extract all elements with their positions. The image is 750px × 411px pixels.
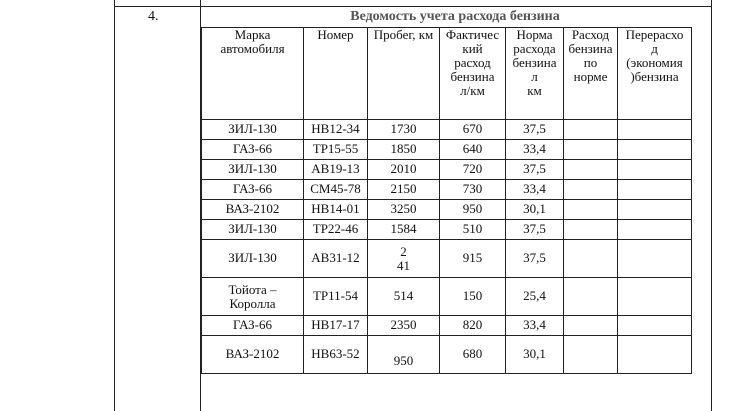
- cell-norm: 37,5: [506, 220, 564, 240]
- cell-brand: ЗИЛ-130: [202, 160, 304, 180]
- cell-actual: 915: [440, 240, 506, 278]
- cell-norm: 30,1: [506, 200, 564, 220]
- cell-plate: НВ17-17: [304, 316, 368, 336]
- cell-actual: 820: [440, 316, 506, 336]
- table-row: [202, 336, 692, 374]
- cell-by-norm: [564, 278, 618, 316]
- cell-norm: 37,5: [506, 240, 564, 278]
- cell-brand: Тойота – Королла: [202, 278, 304, 316]
- table-row: [202, 240, 692, 278]
- cell-plate: СМ45-78: [304, 180, 368, 200]
- item-number: 4.: [148, 9, 159, 24]
- fuel-log-table: [201, 27, 692, 374]
- cell-mileage: 2 41: [368, 240, 440, 278]
- cell-norm: 30,1: [506, 336, 564, 374]
- cell-actual: 720: [440, 160, 506, 180]
- cell-overrun: [618, 240, 692, 278]
- cell-overrun: [618, 140, 692, 160]
- frame-right-rule: [711, 0, 712, 411]
- header-row: [202, 28, 692, 120]
- cell-overrun: [618, 220, 692, 240]
- cell-plate: ТР11-54: [304, 278, 368, 316]
- cell-by-norm: [564, 140, 618, 160]
- table-row: [202, 316, 692, 336]
- cell-brand: ЗИЛ-130: [202, 220, 304, 240]
- cell-mileage: 3250: [368, 200, 440, 220]
- cell-plate: ТР15-55: [304, 140, 368, 160]
- table-row: [202, 278, 692, 316]
- col-norm-header: Норма расхода бензина л км: [506, 28, 564, 120]
- cell-brand: ВАЗ-2102: [202, 336, 304, 374]
- col-actual-header: Фактичес кий расход бензина л/км: [440, 28, 506, 120]
- cell-brand: ГАЗ-66: [202, 316, 304, 336]
- cell-mileage: 1850: [368, 140, 440, 160]
- cell-plate: ТР22-46: [304, 220, 368, 240]
- cell-norm: 33,4: [506, 180, 564, 200]
- col-by-norm-header: Расход бензина по норме: [564, 28, 618, 120]
- frame-top-rule: [114, 6, 712, 7]
- cell-overrun: [618, 316, 692, 336]
- cell-norm: 33,4: [506, 316, 564, 336]
- table-row: [202, 120, 692, 140]
- col-plate-header: Номер: [304, 28, 368, 120]
- cell-mileage: 2150: [368, 180, 440, 200]
- col-brand-header: Марка автомобиля: [202, 28, 304, 120]
- table-row: [202, 180, 692, 200]
- cell-mileage: 2350: [368, 316, 440, 336]
- cell-by-norm: [564, 120, 618, 140]
- cell-overrun: [618, 160, 692, 180]
- cell-norm: 37,5: [506, 160, 564, 180]
- cell-overrun: [618, 278, 692, 316]
- table-row: [202, 140, 692, 160]
- cell-by-norm: [564, 160, 618, 180]
- sheet-title: Ведомость учета расхода бензина: [350, 9, 560, 24]
- cell-actual: 680: [440, 336, 506, 374]
- cell-mileage: 514: [368, 278, 440, 316]
- cell-mileage: 950: [368, 336, 440, 374]
- cell-actual: 640: [440, 140, 506, 160]
- frame-left-rule: [114, 0, 115, 411]
- cell-norm: 33,4: [506, 140, 564, 160]
- cell-overrun: [618, 120, 692, 140]
- cell-norm: 37,5: [506, 120, 564, 140]
- table-row: [202, 220, 692, 240]
- cell-brand: ВАЗ-2102: [202, 200, 304, 220]
- cell-plate: АВ19-13: [304, 160, 368, 180]
- cell-mileage: 1584: [368, 220, 440, 240]
- cell-by-norm: [564, 200, 618, 220]
- cell-plate: АВ31-12: [304, 240, 368, 278]
- cell-actual: 730: [440, 180, 506, 200]
- cell-overrun: [618, 180, 692, 200]
- cell-actual: 150: [440, 278, 506, 316]
- cell-norm: 25,4: [506, 278, 564, 316]
- col-mileage-header: Пробег, км: [368, 28, 440, 120]
- cell-brand: ГАЗ-66: [202, 180, 304, 200]
- cell-by-norm: [564, 336, 618, 374]
- cell-by-norm: [564, 220, 618, 240]
- cell-actual: 510: [440, 220, 506, 240]
- table-row: [202, 200, 692, 220]
- cell-plate: НВ63-52: [304, 336, 368, 374]
- cell-brand: ГАЗ-66: [202, 140, 304, 160]
- cell-mileage: 2010: [368, 160, 440, 180]
- cell-brand: ЗИЛ-130: [202, 120, 304, 140]
- cell-mileage: 1730: [368, 120, 440, 140]
- cell-by-norm: [564, 180, 618, 200]
- cell-by-norm: [564, 316, 618, 336]
- cell-brand: ЗИЛ-130: [202, 240, 304, 278]
- cell-actual: 950: [440, 200, 506, 220]
- table-row: [202, 160, 692, 180]
- cell-plate: НВ14-01: [304, 200, 368, 220]
- cell-by-norm: [564, 240, 618, 278]
- cell-overrun: [618, 200, 692, 220]
- cell-actual: 670: [440, 120, 506, 140]
- cell-overrun: [618, 336, 692, 374]
- col-overrun-header: Перерасхо д (экономия )бензина: [618, 28, 692, 120]
- cell-plate: НВ12-34: [304, 120, 368, 140]
